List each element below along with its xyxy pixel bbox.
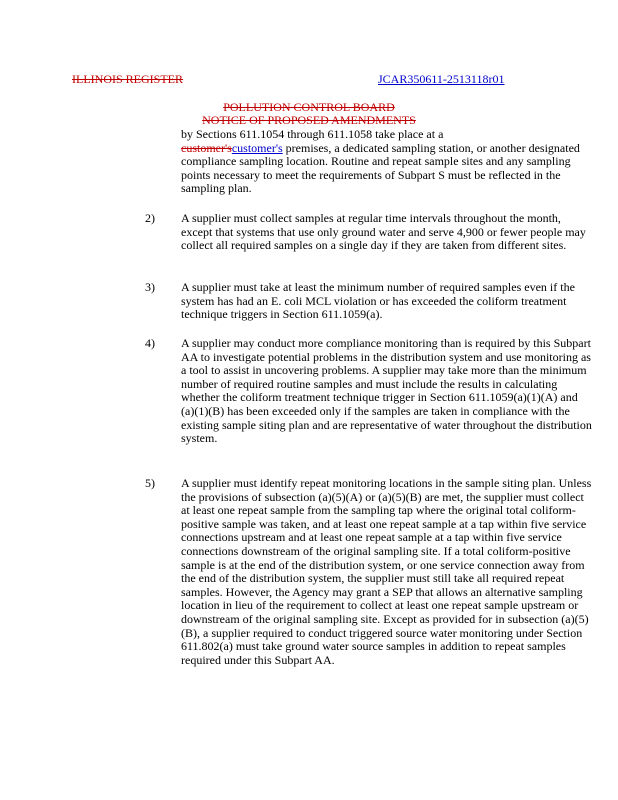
register-header: ILLINOIS REGISTER	[72, 72, 183, 86]
deleted-text: customer's	[181, 140, 232, 155]
paragraph-number: 5)	[145, 476, 155, 490]
paragraph-text: A supplier must take at least the minimum number of required samples even if the system has had an E. coli MCL violation or has exceeded the coliform treatment technique triggers in Section 611.1059(a).	[181, 280, 575, 322]
paragraph-text: A supplier may conduct more compliance monitoring than is required by this Subpart AA to investigate potential problems in the distribution system and use monitoring as a tool to assist in uncovering problems. A supplier may take more than the minimum number of required routine samples and must include the results in calculating whether the coliform treatment technique trigger in Section 611.1059(a)(1)(A) and (a)(1)(B) has been exceeded only if the samples are taken in compliance with the existing sample siting plan and are representative of water throughout the distribution system.	[181, 336, 592, 446]
notice-title: NOTICE OF PROPOSED AMENDMENTS	[202, 113, 416, 127]
paragraph-text: A supplier must identify repeat monitoring locations in the sample siting plan. Unless the provisions of subsection (a)(5)(A) or (a)(5)(B) are met, the supplier must collect at least one repeat sample from the sampling tap where the original total coliform-positive sample was taken, and at least one repeat sample at a tap within five service connections upstream and at least one repeat sample at a tap within five service connections downstream of the original sampling site. If a total coliform-positive sample is at the end of the distribution system, or one service connection away from the end of the distribution system, the supplier must still take all required repeat samples. However, the Agency may grant a SEP that allows an alternative sampling location in lieu of the requirement to collect at least one repeat sample upstream or downstream of the original sampling site. Except as provided for in subsection (a)(5)(B), a supplier required to conduct triggered source water monitoring under Section 611.802(a) must take ground water source samples in addition to repeat samples required under this Subpart AA.	[181, 476, 592, 667]
paragraph-text: A supplier must collect samples at regular time intervals throughout the month, except that systems that use only ground water and serve 4,900 or fewer people may collect all required samples on a single day if they are taken from different sites.	[181, 211, 586, 253]
inserted-link[interactable]: customer's	[231, 140, 283, 155]
paragraph-number: 2)	[145, 211, 155, 225]
intro-text-part2: premises, a dedicated sampling station, or another designated compliance sampling location. Routine and repeat sample sites and any sampling points necessary to meet the requirements of Subpart S must be reflected in the sampling plan.	[181, 140, 580, 196]
intro-paragraph	[181, 128, 591, 196]
intro-text-part1: by Sections 611.1054 through 611.1058 take place at a	[181, 127, 444, 141]
paragraph-number: 4)	[145, 336, 155, 350]
paragraph-number: 3)	[145, 280, 155, 294]
board-name: POLLUTION CONTROL BOARD	[223, 100, 395, 114]
document-code: JCAR350611-2513118r01	[378, 72, 505, 86]
